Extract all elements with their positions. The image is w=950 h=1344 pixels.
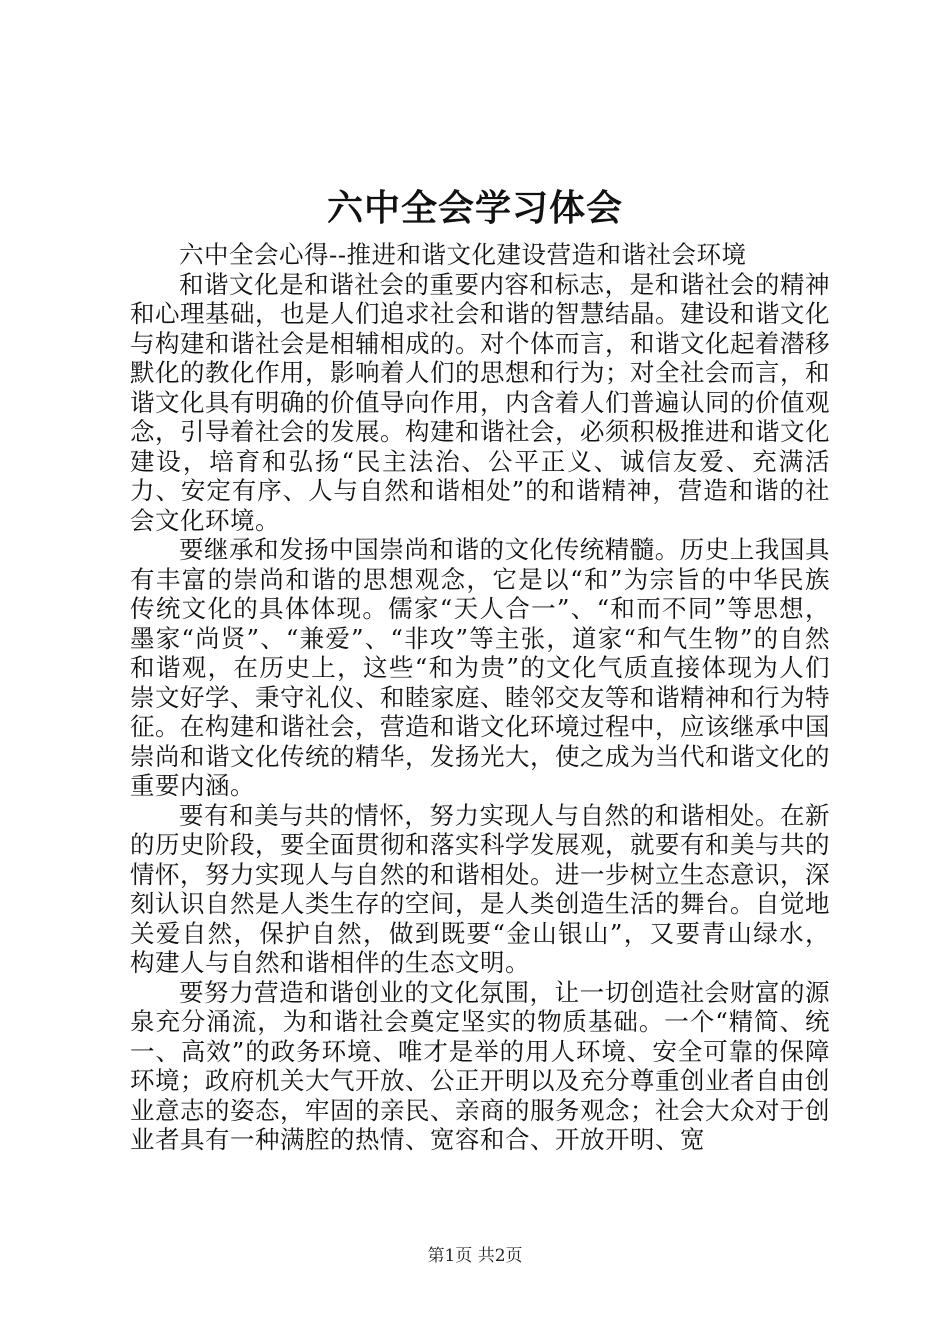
page-footer: 第1页 共2页 <box>427 1246 523 1266</box>
body-paragraph-1: 和谐文化是和谐社会的重要内容和标志，是和谐社会的精神和心理基础，也是人们追求社会和谐的智慧结晶。建设和谐文化与构建和谐社会是相辅相成的。对个体而言，和谐文化起着潜移默化的教化作用，影响着人们的思想和行为；对全社会而言，和谐文化具有明确的价值导向作用，内含着人们普遍认同的价值观念，引导着社会的发展。构建和谐社会，必须积极推进和谐文化建设，培育和弘扬“民主法治、公平正义、诚信友爱、充满活力、安定有序、人与自然和谐相处”的和谐精神，营造和谐的社会文化环境。 <box>130 269 830 535</box>
document-body <box>130 240 830 1155</box>
body-paragraph-3: 要有和美与共的情怀，努力实现人与自然的和谐相处。在新的历史阶段，要全面贯彻和落实科学发展观，就要有和美与共的情怀，努力实现人与自然的和谐相处。进一步树立生态意识，深刻认识自然是人类生存的空间，是人类创造生活的舞台。自觉地关爱自然，保护自然，做到既要“金山银山”，又要青山绿水，构建人与自然和谐相伴的生态文明。 <box>130 800 830 977</box>
body-paragraph-2: 要继承和发扬中国崇尚和谐的文化传统精髓。历史上我国具有丰富的崇尚和谐的思想观念，它是以“和”为宗旨的中华民族传统文化的具体体现。儒家“天人合一”、“和而不同”等思想，墨家“尚贤”、“兼爱”、“非攻”等主张，道家“和气生物”的自然和谐观，在历史上，这些“和为贵”的文化气质直接体现为人们崇文好学、秉守礼仪、和睦家庭、睦邻交友等和谐精神和行为特征。在构建和谐社会，营造和谐文化环境过程中，应该继承中国崇尚和谐文化传统的精华，发扬光大，使之成为当代和谐文化的重要内涵。 <box>130 535 830 800</box>
body-paragraph-4: 要努力营造和谐创业的文化氛围，让一切创造社会财富的源泉充分涌流，为和谐社会奠定坚实的物质基础。一个“精简、统一、高效”的政务环境、唯才是举的用人环境、安全可靠的保障环境；政府机关大气开放、公正开明以及充分尊重创业者自由创业意志的姿态，牢固的亲民、亲商的服务观念；社会大众对于创业者具有一种满腔的热情、宽容和合、开放开明、宽 <box>130 977 830 1154</box>
document-title: 六中全会学习体会 <box>326 187 623 229</box>
document-subtitle: 六中全会心得--推进和谐文化建设营造和谐社会环境 <box>179 240 747 269</box>
